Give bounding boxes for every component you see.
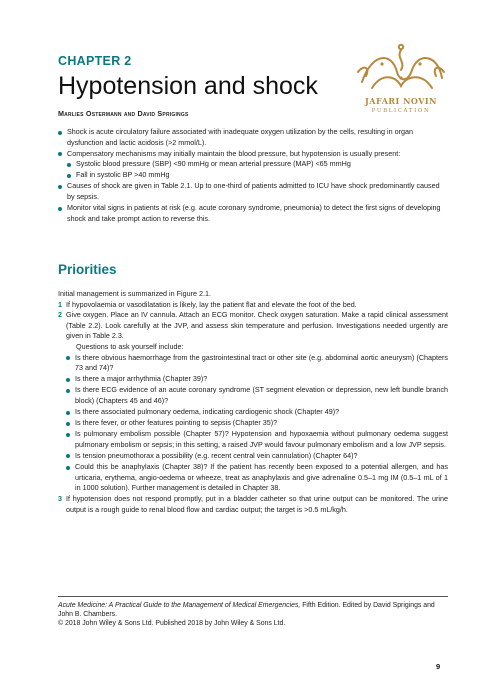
logo-emblem-icon	[352, 42, 450, 96]
bullet-icon	[67, 163, 71, 167]
section-heading-priorities: Priorities	[58, 262, 117, 277]
bullet-icon	[66, 389, 70, 393]
step-text: If hypovolaemia or vasodilatation is likely, lay the patient flat and elevate the foot of the bed.	[66, 299, 357, 309]
key-points-list	[58, 127, 448, 225]
question-item: Is tension pneumothorax a possibility (e.g. recent central vein cannulation) (Chapter 64)?	[66, 451, 448, 462]
step-text: Give oxygen. Place an IV cannula. Attach an ECG monitor. Check oxygen saturation. Make a rapid clinical assessment (Table 2.2). Look carefully at the JVP, and assess skin temperature and perfusion. Investigations needed urgently are given in Table 2.3.	[66, 310, 448, 341]
question-item: Is there a major arrhythmia (Chapter 39)?	[66, 374, 448, 385]
bullet-icon	[66, 356, 70, 360]
step-text: If hypotension does not respond promptly, put in a bladder catheter so that urine output can be monitored. The urine output is a rough guide to renal blood flow and cardiac output; the target is >0.5 mL/kg/h.	[66, 494, 448, 514]
bullet-icon	[66, 433, 70, 437]
chapter-label: CHAPTER 2	[58, 54, 132, 68]
footer-citation	[58, 601, 448, 619]
publisher-logo	[352, 42, 450, 124]
step-1	[58, 300, 448, 311]
bullet-icon	[58, 185, 62, 189]
bullet-icon	[66, 466, 70, 470]
footer	[58, 601, 448, 629]
page-number: 9	[436, 662, 441, 671]
book-edition: Fifth Edition. Edited by David Sprigings and John B. Chambers.	[58, 602, 435, 619]
questions-heading: Questions to ask yourself include:	[76, 341, 184, 351]
key-point-sub: Fall in systolic BP >40 mmHg	[67, 170, 448, 181]
key-point: Monitor vital signs in patients at risk (e.g. acute coronary syndrome, pneumonia) to detect the first signs of developing shock and take prompt action to reverse this.	[58, 203, 448, 224]
bullet-icon	[58, 131, 62, 135]
question-item: Is there obvious haemorrhage from the gastrointestinal tract or other site (e.g. abdominal aortic aneurysm) (Chapters 73 and 74)?	[66, 353, 448, 374]
questions-list	[58, 353, 448, 494]
page-title: Hypotension and shock	[58, 72, 318, 100]
step-number: 2	[58, 310, 62, 320]
question-item: Is there fever, or other features pointing to sepsis (Chapter 35)?	[66, 418, 448, 429]
key-point: Shock is acute circulatory failure associated with inadequate oxygen utilization by the cells, resulting in organ dysfunction and lactic acidosis (>2 mmol/L).	[58, 127, 448, 148]
bullet-icon	[58, 207, 62, 211]
question-item: Is there associated pulmonary oedema, indicating cardiogenic shock (Chapter 49)?	[66, 407, 448, 418]
key-point: Compensatory mechanisms may initially maintain the blood pressure, but hypotension is usually present: Systolic blood pressure (SBP) <90 mmHg or mean arterial pressure (MAP) <65 mmHg Fall in systolic BP >40 mmHg	[58, 149, 448, 181]
question-item: Could this be anaphylaxis (Chapter 38)? If the patient has recently been exposed to a potential allergen, and has urticaria, erythema, angio-oedema or wheeze, treat as anaphylaxis and give adrenaline 0.5–1 mg IM (0.5–1 mL of 1 in 1000 solution). Further management is detailed in Chapter 38.	[66, 462, 448, 494]
bullet-icon	[67, 174, 71, 178]
bullet-icon	[66, 411, 70, 415]
bullet-icon	[66, 454, 70, 458]
book-title: Acute Medicine: A Practical Guide to the Management of Medical Emergencies,	[58, 602, 301, 609]
key-point-sublist	[67, 159, 448, 181]
step-2	[58, 310, 448, 342]
bullet-icon	[66, 378, 70, 382]
priorities-body	[58, 289, 448, 515]
step-number: 1	[58, 299, 62, 309]
copyright: © 2018 John Wiley & Sons Ltd. Published 2018 by John Wiley & Sons Ltd.	[58, 620, 286, 628]
key-point-sub: Systolic blood pressure (SBP) <90 mmHg or mean arterial pressure (MAP) <65 mmHg	[67, 159, 448, 170]
key-point: Causes of shock are given in Table 2.1. Up to one-third of patients admitted to ICU have shock predominantly caused by sepsis.	[58, 181, 448, 202]
authors: Marlies Ostermann and David Sprigings	[58, 109, 189, 118]
step-number: 3	[58, 494, 62, 504]
bullet-icon	[58, 152, 62, 156]
question-item: Is pulmonary embolism possible (Chapter 57)? Hypotension and hypoxaemia without pulmonary oedema suggest pulmonary embolism or sepsis; in this setting, a raised JVP would favour pulmonary embolism and a low JVP sepsis.	[66, 429, 448, 450]
question-item: Is there ECG evidence of an acute coronary syndrome (ST segment elevation or depression, new left bundle branch block) (Chapters 45 and 46)?	[66, 385, 448, 406]
step-3	[58, 494, 448, 515]
footer-divider	[58, 596, 448, 597]
logo-subtitle: PUBLICATION	[371, 108, 431, 114]
bullet-icon	[66, 422, 70, 426]
priorities-intro: Initial management is summarized in Figure 2.1.	[58, 289, 212, 298]
logo-name: JAFARI NOVIN	[365, 96, 437, 106]
